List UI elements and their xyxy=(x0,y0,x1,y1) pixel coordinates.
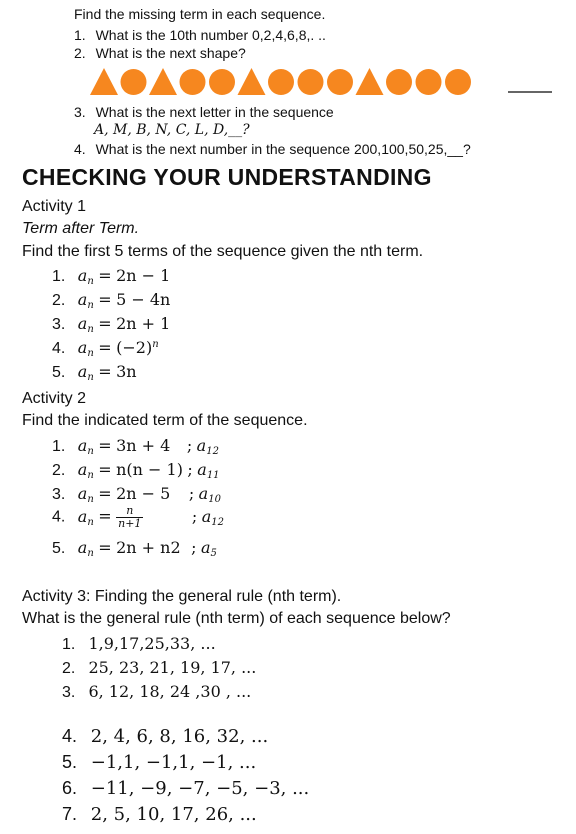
item-number: 5. xyxy=(52,540,66,557)
q1-text: What is the 10th number 0,2,4,6,8,. .. xyxy=(95,27,326,43)
activity1-item: 4. $a_n = (-2)^n$ xyxy=(52,338,159,359)
activity3-title: Activity 3: Finding the general rule (nth term). xyxy=(22,588,342,605)
item-separator: ; xyxy=(191,538,197,557)
q4-text: What is the next number in the sequence 200,100,50,25,__? xyxy=(95,141,471,157)
item-number: 1. xyxy=(52,268,66,285)
activity1-item: 5. $a_n = 3n$ xyxy=(52,362,137,383)
item-sequence: 25, 23, 21, 19, 17, ... xyxy=(88,658,257,677)
item-number: 5. xyxy=(52,364,66,381)
circle-shape xyxy=(209,69,235,95)
q3-number: 3. xyxy=(74,104,86,120)
activity3-item xyxy=(62,726,268,747)
item-sequence: 2, 5, 10, 17, 26, ... xyxy=(90,804,257,825)
item-number: 6. xyxy=(62,778,78,798)
item-target-index: 12 xyxy=(211,516,224,528)
q3-text: What is the next letter in the sequence xyxy=(95,104,334,120)
triangle-shape xyxy=(356,68,384,95)
triangle-shape xyxy=(90,68,118,95)
circle-shape xyxy=(268,69,294,95)
item-target-index: 5 xyxy=(210,548,217,559)
item-exponent: n xyxy=(152,339,159,350)
intro-question-2 xyxy=(74,45,246,61)
activity1-title: Activity 1 xyxy=(22,198,87,215)
activity3-item xyxy=(62,658,256,678)
activity1-subtitle: Term after Term. xyxy=(22,220,140,237)
triangle-shape xyxy=(238,68,266,95)
activity2-item: 2. $a_n = n(n - 1)$ ; $a_{11}$ xyxy=(52,460,220,481)
item-separator: ; xyxy=(187,460,193,479)
item-separator: ; xyxy=(186,436,193,455)
activity2-item: 1. $a_n = 3n + 4$ ; $a_{12}$ xyxy=(52,436,219,457)
item-number: 2. xyxy=(52,462,66,479)
item-target-index: 12 xyxy=(206,446,219,457)
item-number: 3. xyxy=(52,316,66,333)
activity3-item xyxy=(62,682,251,702)
item-expression: 3n + 4 xyxy=(116,436,171,455)
circle-shape xyxy=(386,69,412,95)
activity3-item xyxy=(62,804,257,825)
item-number: 3. xyxy=(62,684,76,701)
item-expression: 2n − 5 xyxy=(116,484,171,503)
activity1-instruction: Find the first 5 terms of the sequence given the nth term. xyxy=(22,243,424,260)
activity2-item: 5. $a_n = 2n + n2$ ; $a_5$ xyxy=(52,538,217,559)
circle-shape xyxy=(180,69,206,95)
item-sequence: −1,1, −1,1, −1, ... xyxy=(90,752,257,773)
triangle-shape xyxy=(149,68,177,95)
activity2-item: 4. $a_n$ = $\frac{n}{n+1}$ ; $a_{12}$ xyxy=(52,504,224,530)
item-target-index: 10 xyxy=(208,494,221,505)
activity3-item xyxy=(62,634,216,654)
item-sequence: 6, 12, 18, 24 ,30 , ... xyxy=(88,682,252,701)
circle-shape xyxy=(121,69,147,95)
activity1-item: 3. $a_n = 2n + 1$ xyxy=(52,314,171,335)
item-number: 4. xyxy=(52,508,66,526)
section-title: CHECKING YOUR UNDERSTANDING xyxy=(22,164,432,190)
item-number: 1. xyxy=(62,636,76,653)
q2-number: 2. xyxy=(74,45,86,61)
item-number: 2. xyxy=(52,292,66,309)
item-separator: ; xyxy=(191,506,198,526)
item-sequence: −11, −9, −7, −5, −3, ... xyxy=(90,778,310,799)
activity1-item: 1. $a_n = 2n - 1$ xyxy=(52,266,171,287)
intro-question-3 xyxy=(74,104,334,120)
q4-number: 4. xyxy=(74,141,86,157)
activity2-item: 3. $a_n = 2n - 5$ ; $a_{10}$ xyxy=(52,484,221,505)
activity3-instruction: What is the general rule (nth term) of each sequence below? xyxy=(22,610,451,627)
item-number: 2. xyxy=(62,660,76,677)
circle-shape xyxy=(327,69,353,95)
q3-letter-sequence: A, M, B, N, C, L, D,__? xyxy=(94,122,250,138)
item-sequence: 1,9,17,25,33, ... xyxy=(88,634,216,653)
circle-shape xyxy=(416,69,442,95)
item-number: 7. xyxy=(62,804,78,824)
item-separator: ; xyxy=(188,484,195,503)
fraction-denominator: n+1 xyxy=(118,517,142,530)
activity3-item xyxy=(62,752,256,773)
intro-question-4 xyxy=(74,141,471,157)
item-number: 4. xyxy=(62,726,78,746)
item-expression: 5 − 4n xyxy=(116,290,171,309)
circle-shape xyxy=(445,69,471,95)
q2-text: What is the next shape? xyxy=(95,45,246,61)
item-expression: 3n xyxy=(116,362,137,381)
item-expression: 2n − 1 xyxy=(116,266,171,285)
circle-shape xyxy=(298,69,324,95)
item-expression: (−2) xyxy=(116,338,153,357)
q1-number: 1. xyxy=(74,27,86,43)
item-number: 3. xyxy=(52,486,66,503)
item-target-index: 11 xyxy=(206,470,220,481)
item-fraction xyxy=(116,505,143,530)
item-number: 4. xyxy=(52,340,66,357)
activity1-item: 2. $a_n = 5 - 4n$ xyxy=(52,290,171,311)
item-sequence: 2, 4, 6, 8, 16, 32, ... xyxy=(90,726,269,747)
item-expression: n(n − 1) xyxy=(116,460,183,479)
activity2-title: Activity 2 xyxy=(22,390,87,407)
item-number: 5. xyxy=(62,752,78,772)
item-expression: 2n + 1 xyxy=(116,314,171,333)
item-number: 1. xyxy=(52,438,66,455)
shape-sequence xyxy=(90,64,560,100)
fraction-numerator: n xyxy=(116,505,143,518)
activity2-instruction: Find the indicated term of the sequence. xyxy=(22,412,308,429)
item-expression: 2n + n2 xyxy=(116,538,181,557)
intro-heading: Find the missing term in each sequence. xyxy=(74,6,326,22)
intro-question-1 xyxy=(74,27,326,43)
activity3-item xyxy=(62,778,309,799)
